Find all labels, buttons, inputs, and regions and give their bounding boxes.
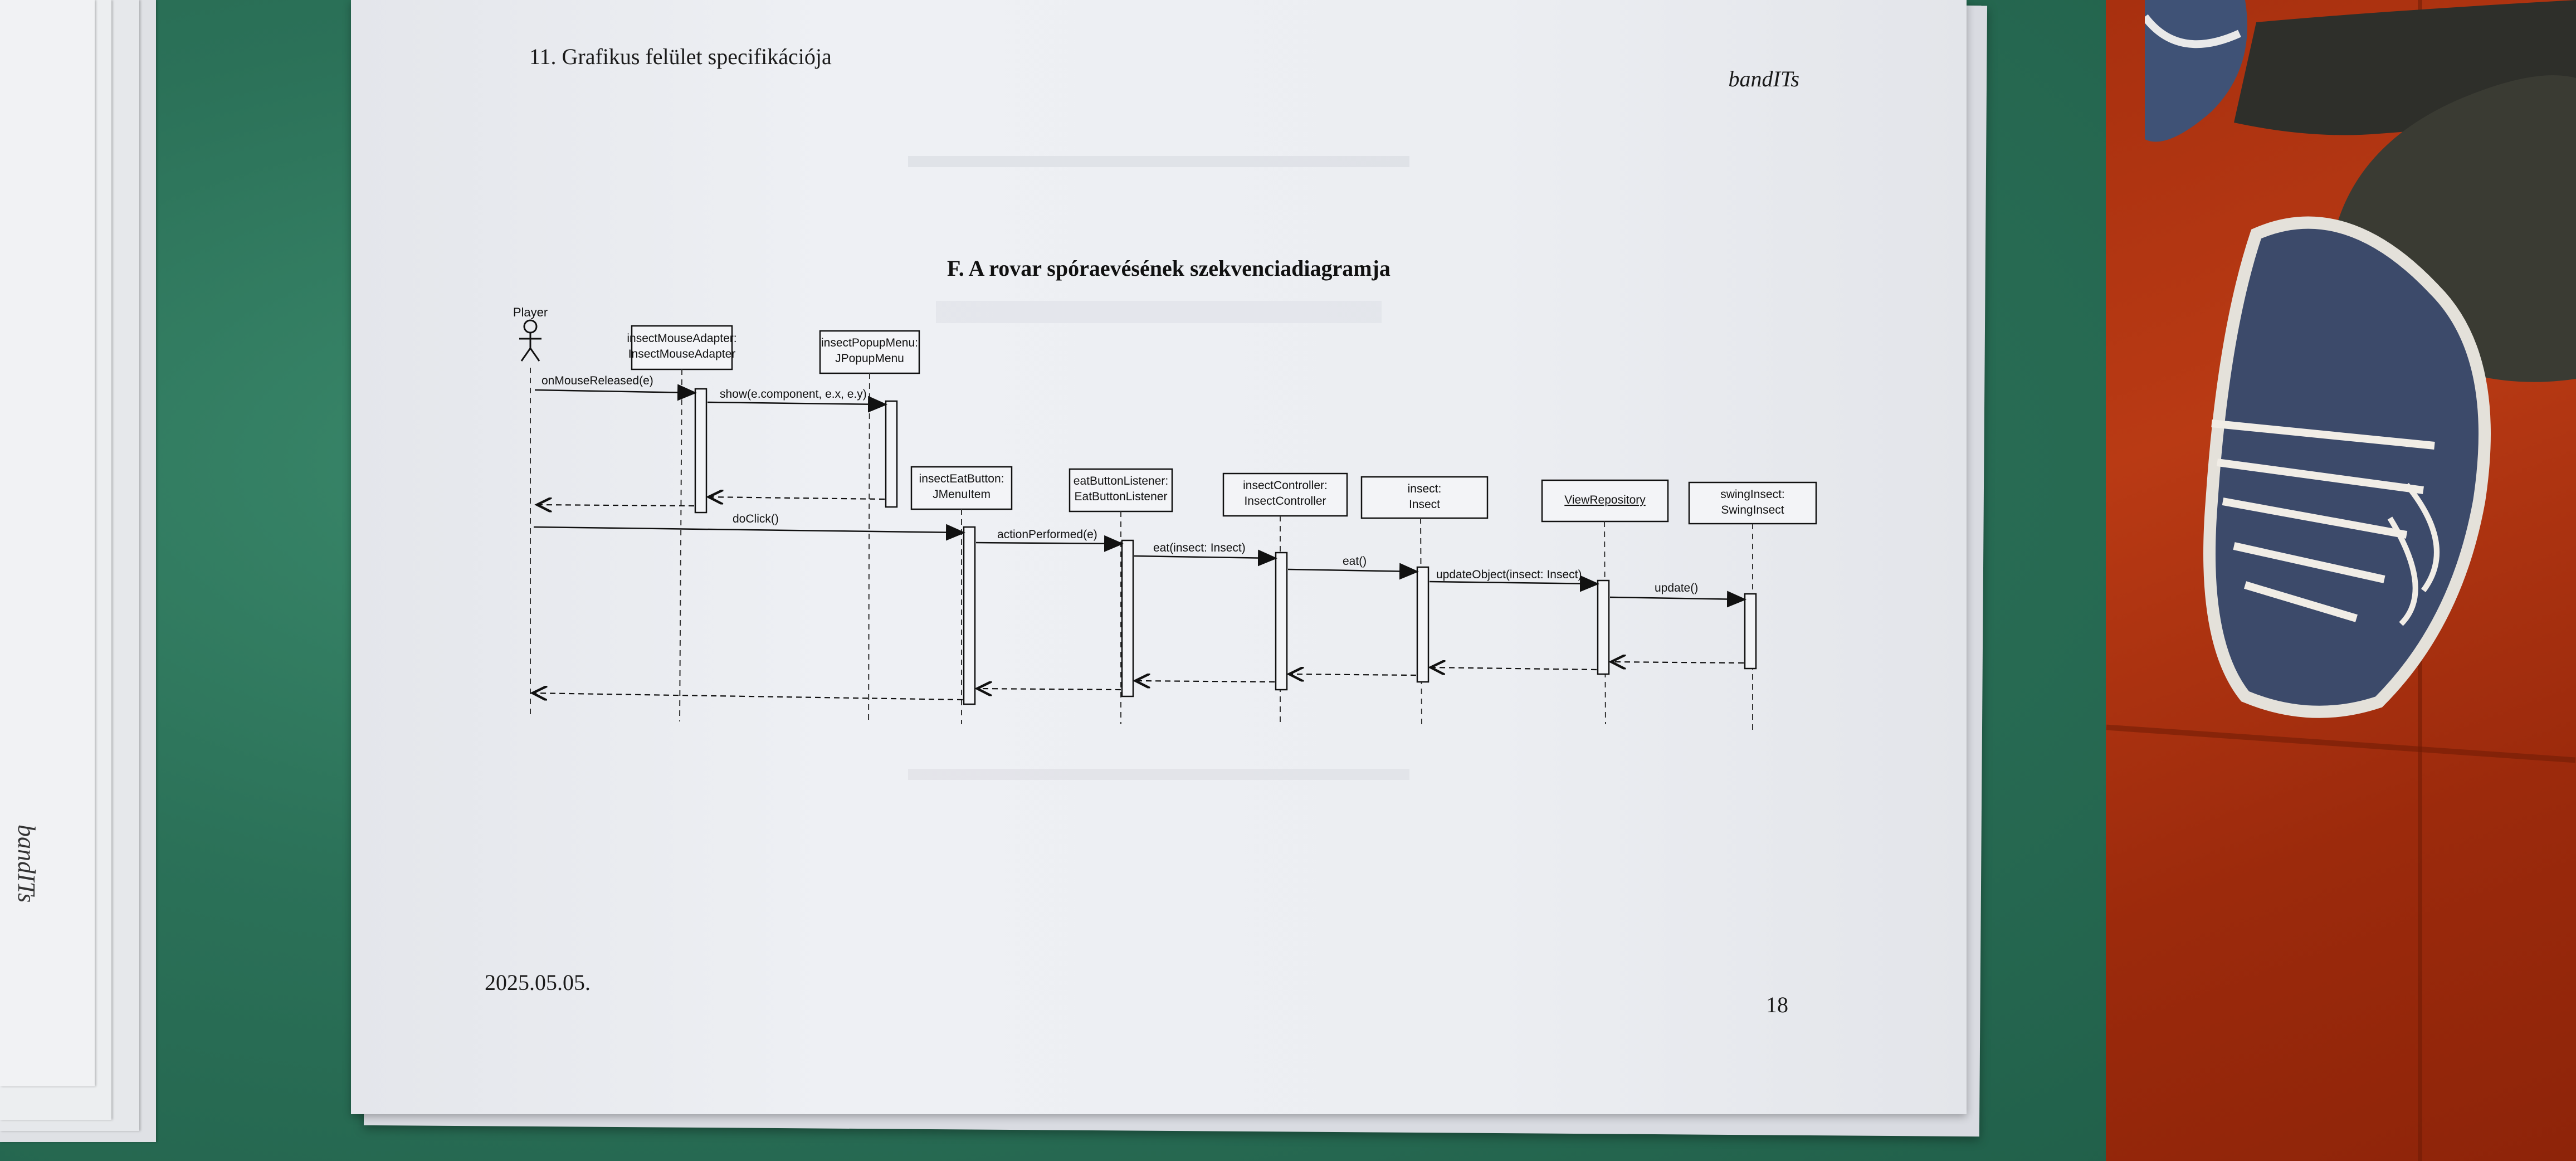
header-team-name: bandITs	[1728, 66, 1799, 91]
shoe-photo	[2145, 0, 2576, 724]
participant-label: eatButtonListener:	[1073, 475, 1169, 487]
diagram-title: F. A rovar spóraevésének szekvenciadiagramja	[947, 256, 1391, 281]
message-arrow	[534, 527, 963, 533]
document-page	[351, 0, 1967, 1114]
activation-bar	[1598, 580, 1609, 674]
sequence-diagram	[351, 0, 1967, 1114]
participant-type: EatButtonListener	[1074, 490, 1168, 503]
footer-page-number: 18	[1766, 992, 1788, 1017]
message-arrow	[1430, 582, 1597, 584]
activation-bar	[886, 401, 897, 507]
message-label: eat()	[1343, 555, 1367, 568]
header-section-title: 11. Grafikus felület specifikációja	[529, 44, 832, 69]
message-label: onMouseReleased(e)	[541, 374, 653, 387]
participant-eat-button-listener	[1070, 469, 1172, 511]
return-arrow	[537, 505, 694, 506]
participant-swing-insect	[1689, 482, 1816, 524]
return-arrow	[1611, 662, 1744, 663]
actor-label: Player	[513, 305, 548, 319]
message-arrow	[535, 390, 694, 393]
lifeline	[869, 373, 870, 724]
participant-insect-mouse-adapter	[627, 326, 736, 369]
participant-label: insect:	[1407, 482, 1442, 495]
participant-type: JPopupMenu	[835, 352, 904, 365]
participant-view-repository	[1542, 480, 1668, 521]
activation-bar	[695, 389, 706, 513]
message-arrow	[708, 402, 885, 404]
participant-insect-popup-menu	[820, 331, 919, 373]
message-arrow	[1610, 597, 1744, 599]
participant-label: ViewRepository	[1564, 494, 1646, 506]
participant-label: insectPopupMenu:	[821, 336, 918, 349]
return-arrow	[977, 689, 1121, 690]
return-arrow	[1289, 674, 1416, 675]
return-arrow	[709, 497, 885, 499]
message-label: doClick()	[733, 513, 779, 525]
message-arrow	[1134, 556, 1275, 558]
participant-insect	[1362, 477, 1487, 518]
message-arrow	[976, 543, 1121, 544]
return-arrow	[1431, 667, 1597, 670]
actor-stick-figure	[519, 320, 541, 361]
participant-type: InsectMouseAdapter	[628, 348, 736, 360]
participant-type: SwingInsect	[1721, 504, 1784, 516]
participant-label: insectEatButton:	[919, 472, 1004, 485]
participant-label: insectController:	[1243, 479, 1328, 492]
side-sheet-text: bandITs	[13, 825, 40, 903]
message-label: update()	[1655, 582, 1699, 594]
side-paper-stack	[0, 0, 156, 1161]
participant-insect-controller	[1223, 474, 1347, 516]
activation-bar	[1417, 567, 1428, 682]
participant-type: Insect	[1408, 498, 1441, 511]
activation-bar	[1745, 594, 1756, 669]
participant-type: InsectController	[1244, 495, 1326, 508]
activation-bar	[964, 527, 975, 704]
return-arrow	[533, 693, 963, 700]
message-arrow	[1288, 569, 1416, 572]
message-label: actionPerformed(e)	[997, 528, 1097, 541]
participant-type: JMenuItem	[933, 488, 991, 501]
activation-bar	[1276, 553, 1287, 690]
message-label: updateObject(insect: Insect)	[1436, 568, 1582, 581]
return-arrow	[1135, 681, 1275, 682]
activation-bar	[1122, 540, 1133, 696]
participant-label: swingInsect:	[1720, 488, 1785, 501]
footer-date: 2025.05.05.	[485, 970, 591, 995]
participant-label: insectMouseAdapter:	[627, 332, 737, 345]
message-label: show(e.component, e.x, e.y)	[720, 388, 867, 401]
lifeline	[680, 369, 682, 721]
participant-insect-eat-button	[911, 467, 1012, 509]
message-label: eat(insect: Insect)	[1153, 542, 1246, 554]
